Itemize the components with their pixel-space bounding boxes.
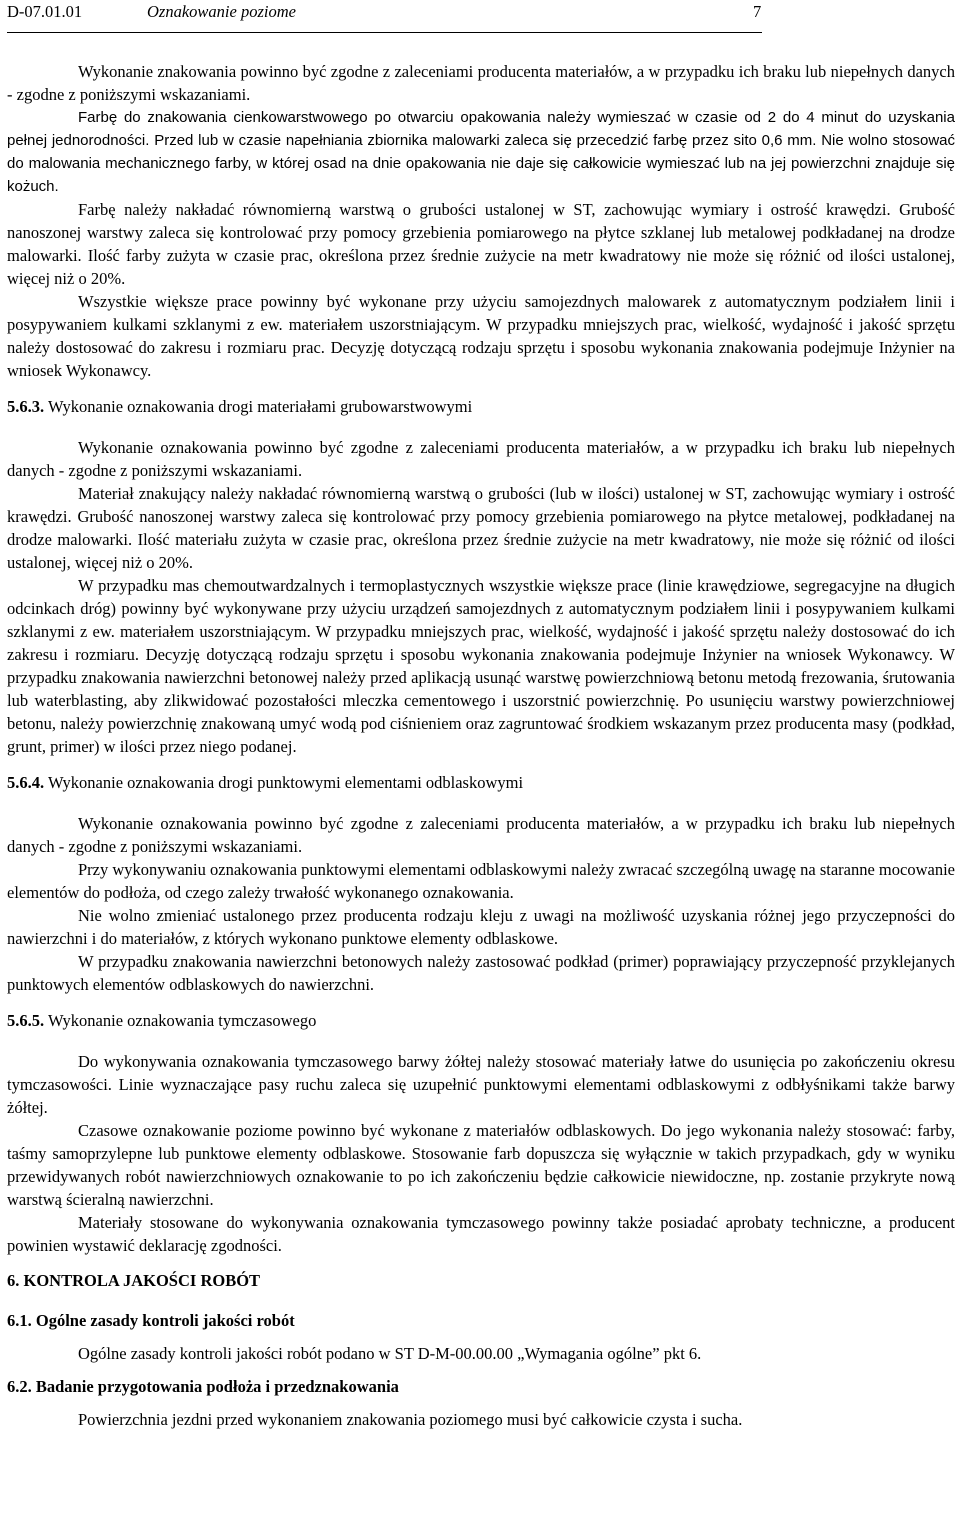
section-heading xyxy=(7,1009,955,1032)
section-title: Wykonanie oznakowania drogi punktowymi elementami odblaskowymi xyxy=(47,773,524,792)
section-number: 5.6.5. xyxy=(7,1011,45,1030)
paragraph: Materiał znakujący należy nakładać równomierną warstwą o grubości (lub w ilości) ustalonej w ST, zachowując wymiary i ostrość krawędzi. Grubość nanoszonej warstwy zaleca się kontrolować przy pomocy grzebienia pomiarowego na płytce metalowej, podkładanej na drodze malowarki. Ilość materiału zużyta w czasie prac, określona przez średnie zużycie na metr kwadratowy, nie może się różnić od ilości ustalonej, więcej niż o 20%. xyxy=(7,484,955,572)
header-title: Oznakowanie poziome xyxy=(147,2,296,21)
paragraph: Nie wolno zmieniać ustalonego przez producenta rodzaju kleju z uwagi na możliwość uzyskania różnej jego przyczepności do nawierzchni i do materiałów, z których wykonano punktowe elementy odblaskowe. xyxy=(7,906,955,948)
paragraph: Materiały stosowane do wykonywania oznakowania tymczasowego powinny także posiadać aprobaty techniczne, a producent powinien wystawić deklarację zgodności. xyxy=(7,1213,955,1255)
paragraph: Farbę należy nakładać równomierną warstwą o grubości ustalonej w ST, zachowując wymiary i ostrość krawędzi. Grubość nanoszonej warstwy zaleca się kontrolować przy pomocy grzebienia pomiarowego na płytce szklanej lub metalowej podkładanej na drodze malowarki. Ilość farby zużyta w czasie prac, określona przez średnie zużycie na metr kwadratowy nie może się różnić od ilości ustalonej, więcej niż o 20%. xyxy=(7,200,955,288)
section-title: Wykonanie oznakowania tymczasowego xyxy=(47,1011,317,1030)
section-title: Wykonanie oznakowania drogi materiałami grubowarstwowymi xyxy=(47,397,473,416)
document-body xyxy=(7,60,955,1431)
page-header xyxy=(7,2,762,33)
paragraph: Wykonanie oznakowania powinno być zgodne z zaleceniami producenta materiałów, a w przypadku ich braku lub niepełnych danych - zgodne z poniższymi wskazaniami. xyxy=(7,814,955,856)
paragraph: Do wykonywania oznakowania tymczasowego barwy żółtej należy stosować materiały łatwe do usunięcia po zakończeniu okresu tymczasowości. Linie wyznaczające pasy ruchu zaleca się uzupełnić punktowymi elementami odblaskowymi z odbłyśnikami także barwy żółtej. xyxy=(7,1052,955,1117)
paragraph: Wykonanie oznakowania powinno być zgodne z zaleceniami producenta materiałów, a w przypadku ich braku lub niepełnych danych - zgodne z poniższymi wskazaniami. xyxy=(7,438,955,480)
paragraph: Wszystkie większe prace powinny być wykonane przy użyciu samojezdnych malowarek z automatycznym podziałem linii i posypywaniem kulkami szklanymi z ew. materiałem uszorstniającym. W przypadku mniejszych prac, wielkość, wydajność i jakość sprzętu należy dostosować do zakresu i rozmiaru prac. Decyzję dotyczącą rodzaju sprzętu i sposobu wykonania znakowania podejmuje Inżynier na wniosek Wykonawcy. xyxy=(7,292,955,380)
paragraph: Wykonanie znakowania powinno być zgodne z zaleceniami producenta materiałów, a w przypadku ich braku lub niepełnych danych - zgodne z poniższymi wskazaniami. xyxy=(7,62,955,104)
paragraph-text: Przed lub w czasie napełniania zbiornika malowarki zaleca się przecedzić farbę przez sito 0,6 mm. Nie wolno stosować do malowania mechanicznego farby, w której osad na dnie opakowania nie daje się całkowicie wymieszać lub na jej powierzchni znajduje się kożuch. xyxy=(7,132,956,195)
subsection-heading: 6.2. Badanie przygotowania podłoża i przedznakowania xyxy=(7,1377,399,1396)
paragraph: Przy wykonywaniu oznakowania punktowymi elementami odblaskowymi należy zwracać szczególną uwagę na staranne mocowanie elementów do podłoża, od czego zależy trwałość wykonanego oznakowania. xyxy=(7,860,955,902)
paragraph: Czasowe oznakowanie poziome powinno być wykonane z materiałów odblaskowych. Do jego wykonania należy stosować: farby, taśmy samoprzylepne lub punktowe elementy odblaskowe. Stosowanie farb dopuszcza się wyłącznie w takich przypadkach, gdy w wyniku przewidywanych robót nawierzchniowych oznakowanie to po ich zakończeniu będzie całkowicie niewidoczne, np. zostanie przykryte nową warstwą ścieralną nawierzchni. xyxy=(7,1121,955,1209)
section-heading xyxy=(7,771,955,794)
subsection-heading: 6.1. Ogólne zasady kontroli jakości robót xyxy=(7,1311,295,1330)
paragraph xyxy=(7,106,955,198)
section-number: 5.6.3. xyxy=(7,397,45,416)
document-code: D-07.01.01 xyxy=(7,2,83,21)
paragraph-text: Farbę do znakowania cienkowarstwowego po otwarciu opakowania należy wymieszać w czasie od 2 do 4 minut do uzyskania pełnej jednorodności. xyxy=(7,109,955,149)
paragraph: W przypadku znakowania nawierzchni betonowych należy zastosować podkład (primer) poprawiający przyczepność przyklejanych punktowych elementów odblaskowych do nawierzchni. xyxy=(7,952,955,994)
paragraph: Powierzchnia jezdni przed wykonaniem znakowania poziomego musi być całkowicie czysta i sucha. xyxy=(78,1410,743,1429)
section-heading xyxy=(7,395,955,418)
chapter-heading: 6. KONTROLA JAKOŚCI ROBÓT xyxy=(7,1271,261,1290)
paragraph: Ogólne zasady kontroli jakości robót podano w ST D-M-00.00.00 „Wymagania ogólne” pkt 6. xyxy=(78,1344,702,1363)
page-number: 7 xyxy=(753,2,762,21)
section-number: 5.6.4. xyxy=(7,773,45,792)
paragraph: W przypadku mas chemoutwardzalnych i termoplastycznych wszystkie większe prace (linie krawędziowe, segregacyjne na długich odcinkach dróg) powinny być wykonywane przy użyciu urządzeń samojezdnych z automatycznym podziałem linii i posypywaniem kulkami szklanymi z ew. materiałem uszorstniającym. W przypadku mniejszych prac, wielkość, wydajność i jakość sprzętu należy dostosować do ich zakresu i rozmiaru. Decyzję dotyczącą rodzaju sprzętu i sposobu wykonania znakowania podejmuje Inżynier na wniosek Wykonawcy. W przypadku znakowania nawierzchni betonowej należy przed aplikacją usunąć warstwę powierzchniową betonu metodą frezowania, śrutowania lub waterblasting, aby zlikwidować pozostałości mleczka cementowego i uszorstnić powierzchnię. Po usunięciu warstwy powierzchniowej betonu, należy powierzchnię znakowaną umyć wodą pod ciśnieniem oraz zagruntować środkiem wskazanym przez producenta masy (podkład, grunt, primer) w ilości przez niego podanej. xyxy=(7,576,955,756)
